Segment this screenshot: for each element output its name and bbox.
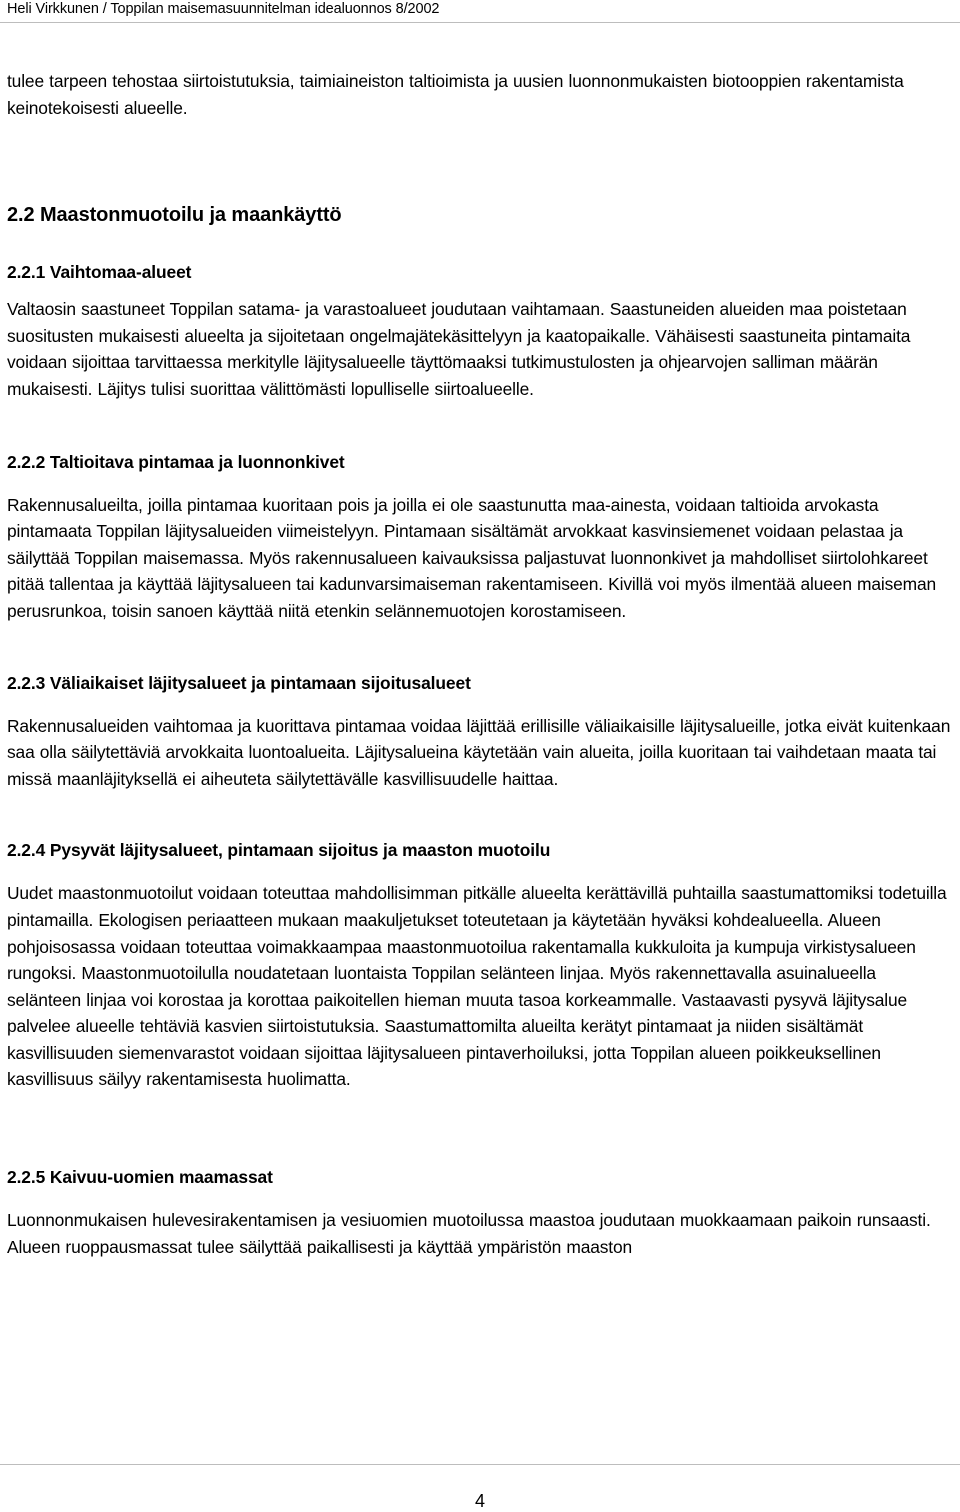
spacer <box>7 863 952 880</box>
spacer <box>7 121 952 201</box>
section-2-2-5-paragraph: Luonnonmukaisen hulevesirakentamisen ja vesiuomien muotoilussa maastoa joudutaan muokkaamaan paikoin runsaasti. Alueen ruoppausmassat tulee säilyttää paikallisesti ja käyttää ympäristön maaston <box>7 1210 931 1257</box>
footer-divider <box>0 1464 960 1465</box>
section-2-2-2-paragraph: Rakennusalueilta, joilla pintamaa kuoritaan pois ja joilla ei ole saastunutta maa-ainesta, voidaan taltioida arvokasta pintamaata Toppilan läjitysalueiden viimeistelyyn. Pintamaan sisältämät arvokkaat kasvinsiemenet voidaan pelastaa ja säilyttää Toppilan maisemassa. Myös rakennusalueen kaivauksissa paljastuvat luonnonkivet ja mahdolliset siirtolohkareet pitää tallentaa ja käyttää läjitysalueen tai kadunvarsimaiseman rakentamiseen. Kivillä voi myös ilmentää alueen maiseman perusrunkoa, toisin sanoen käyttää niitä etenkin selännemuotojen korostamiseen. <box>7 494 937 621</box>
spacer <box>7 475 952 492</box>
running-header: Heli Virkkunen / Toppilan maisemasuunnitelman idealuonnos 8/2002 <box>7 1 440 17</box>
section-2-2-4-paragraph: Uudet maastonmuotoilut voidaan toteuttaa mahdollisimman pitkälle alueelta kerättävillä puhtailla saastumattomiksi todetuilla pintamailla. Ekologisen periaatteen mukaan maakuljetukset toteutetaan ja käytetään hyväksi kohdealueella. Alueen pohjoisosassa voidaan toteuttaa voimakkaampaa maastonmuotoilua rakentamalla kukkuloita ja kumpuja virkistysalueen rungoksi. Maastonmuotoilulla noudatetaan luontaista Toppilan selänteen linjaa. Myös rakennettavalla asuinalueella selänteen linjaa voi korostaa ja korottaa paikoitellen hieman muuta tasoa korkeammalle. Vastaavasti pysyvä läjitysalue palvelee alueelle tehtäviä kasvien siirtoistutuksia. Saastumattomilta alueilta kerätyt pintamaat ja niiden sisältämät kasvillisuuden siemenvarastot voidaan sijoittaa läjitysalueen pintaverhoiluksi, jotta Toppilan alueen poikkeuksellinen kasvillisuus säilyy rakentamisesta huolimatta. <box>7 883 947 1090</box>
spacer <box>7 1093 952 1164</box>
spacer <box>7 696 952 713</box>
spacer <box>7 403 952 449</box>
section-2-2-2-heading: 2.2.2 Taltioitava pintamaa ja luonnonkivet <box>7 451 345 472</box>
section-2-2-5-heading: 2.2.5 Kaivuu-uomien maamassat <box>7 1167 273 1188</box>
section-2-2-1-heading: 2.2.1 Vaihtomaa-alueet <box>7 262 192 283</box>
spacer <box>7 229 952 259</box>
spacer <box>7 792 952 837</box>
spacer <box>7 1190 952 1207</box>
document-body <box>7 68 952 1260</box>
section-2-2-3-paragraph: Rakennusalueiden vaihtomaa ja kuorittava pintamaa voidaa läjittää erillisille väliaikaisille läjitysalueille, jotka eivät kuitenkaan saa olla säilytettäviä arvokkaita luontoalueita. Läjitysalueina käytetään vain alueita, joilla kuoritaan tai vaihdetaan maata tai missä maanläjityksellä ei aiheuteta säilytettävälle kasvillisuudelle haittaa. <box>7 715 951 789</box>
section-2-2-4-heading: 2.2.4 Pysyvät läjitysalueet, pintamaan sijoitus ja maaston muotoilu <box>7 840 551 861</box>
section-2-2-3-heading: 2.2.3 Väliaikaiset läjitysalueet ja pintamaan sijoitusalueet <box>7 672 471 693</box>
spacer <box>7 285 952 296</box>
page-number: 4 <box>474 1491 485 1511</box>
intro-paragraph: tulee tarpeen tehostaa siirtoistutuksia, taimiaineiston taltioimista ja uusien luonnonmukaisten biotooppien rakentamista keinotekoisesti alueelle. <box>7 71 904 118</box>
section-2-2-heading: 2.2 Maastonmuotoilu ja maankäyttö <box>7 204 342 227</box>
header-divider <box>0 22 960 23</box>
spacer <box>7 625 952 670</box>
section-2-2-1-paragraph: Valtaosin saastuneet Toppilan satama- ja varastoalueet joudutaan vaihtamaan. Saastuneiden alueiden maa poistetaan suositusten mukaisesti alueelta ja sijoitetaan ongelmajätekäsittelyyn ja kaatopaikalle. Vähäisesti saastuneita pintamaita voidaan sijoittaa tarvittaessa merkitylle läjitysalueelle täyttömaaksi tutkimustulosten ja ohjearvojen salliman määrän mukaisesti. Läjitys tulisi suorittaa välittömästi lopulliselle siirtoalueelle. <box>7 299 911 399</box>
